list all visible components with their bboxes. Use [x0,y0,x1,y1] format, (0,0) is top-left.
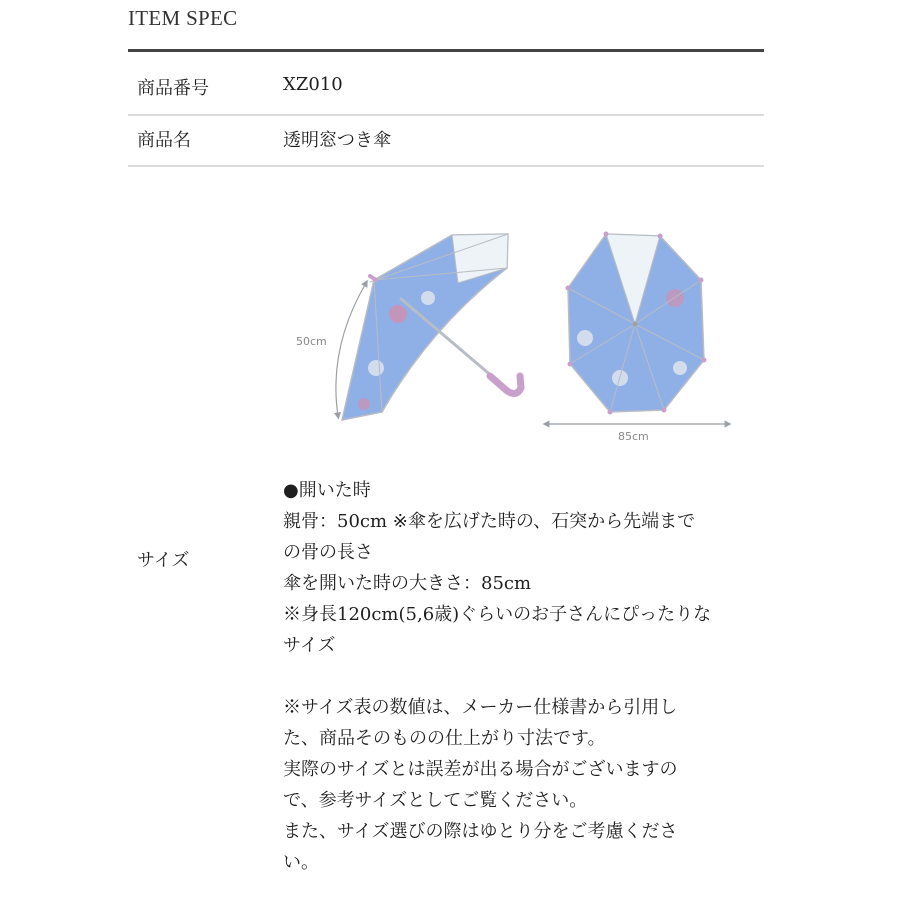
umbrella-side-view [336,234,521,420]
heading-divider [128,49,764,52]
size-line: の骨の長さ [283,542,373,563]
size-line: 実際のサイズとは誤差が出る場合がございますの [283,759,678,780]
row-divider [128,114,764,116]
product-number-value: XZ010 [283,74,343,95]
row-divider [128,165,764,167]
height-dimension-label: 50cm [296,335,327,348]
size-line: で、参考サイズとしてご覧ください。 [283,790,588,811]
size-line: た、商品そのものの仕上がり寸法です。 [283,728,606,749]
size-line: 親骨：50cm ※傘を広げた時の、石突から先端まで [283,511,696,532]
product-name-label: 商品名 [137,130,191,151]
size-line: また、サイズ選びの際はゆとり分をご考慮くださ [283,821,678,842]
umbrella-diagram [280,228,760,450]
size-line: ※身長120cm(5,6歳)ぐらいのお子さんにぴったりな [283,604,712,625]
umbrella-top-view [546,232,728,425]
size-line: ※サイズ表の数値は、メーカー仕様書から引用し [283,697,678,718]
product-number-label: 商品番号 [137,78,209,99]
product-name-value: 透明窓つき傘 [283,130,391,151]
size-line: 傘を開いた時の大きさ：85cm [283,573,532,594]
umbrella-size-figure [280,228,760,450]
umbrella-handle [490,376,521,394]
width-dimension-label: 85cm [618,430,649,443]
size-line: い。 [283,852,319,873]
size-spacer [283,661,763,692]
size-line: ●開いた時 [283,480,371,501]
size-description [283,475,763,878]
section-heading: ITEM SPEC [128,6,238,30]
size-line: サイズ [283,635,336,656]
size-label: サイズ [137,550,190,571]
